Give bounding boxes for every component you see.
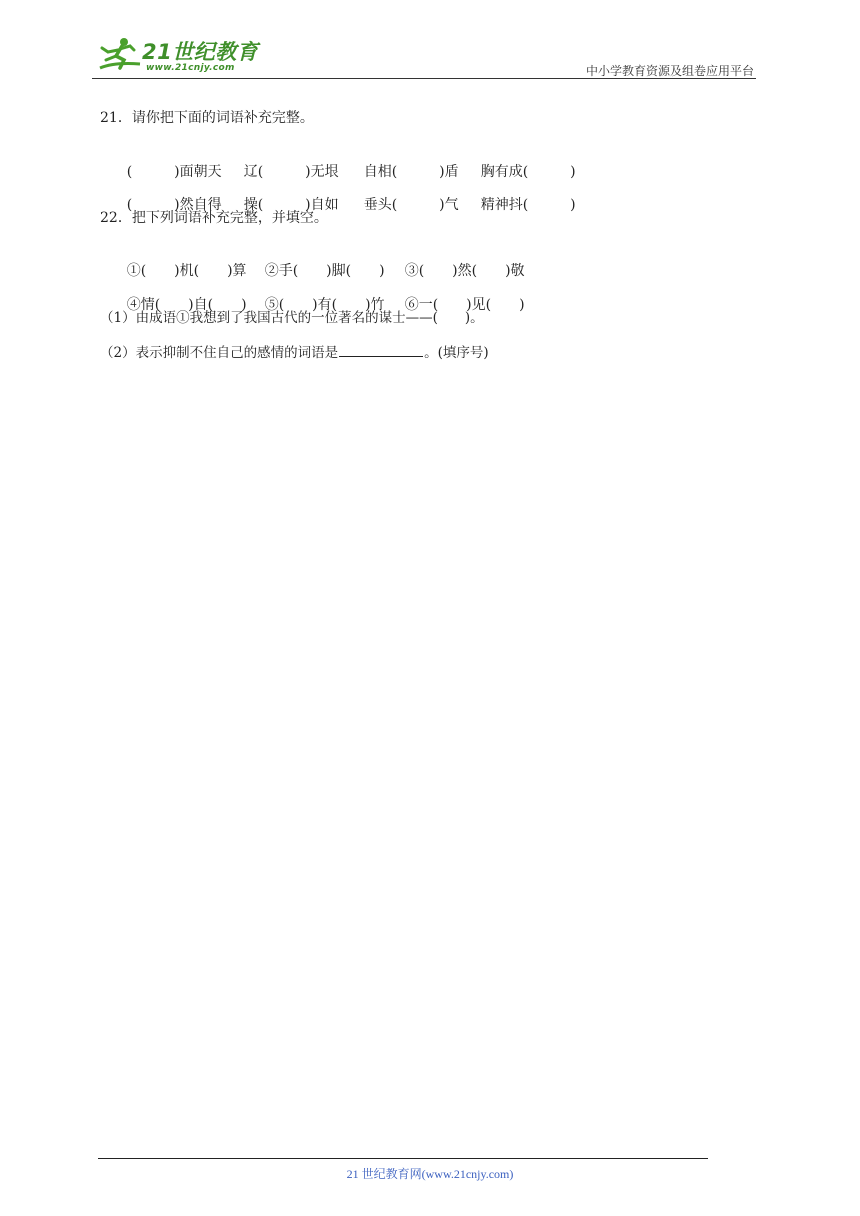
q21-title: 21．请你把下面的词语补充完整。 [100, 110, 314, 126]
idiom-item: 自相( )盾 [363, 164, 459, 180]
idiom-item: ( )然自得 [126, 197, 222, 213]
header-site-name: 中小学教育资源及组卷应用平台 [585, 64, 754, 78]
q22-title: 22．把下列词语补充完整，并填空。 [100, 210, 328, 226]
sub-question-text: （2）表示抑制不住自己的感情的词语是 [100, 345, 339, 361]
idiom-item: ( )面朝天 [126, 164, 222, 180]
idiom-item: ①( )机( )算 [126, 263, 247, 279]
footer-divider [98, 1158, 708, 1159]
idiom-item: ⑥一( )见( ) [404, 297, 525, 313]
idiom-item: 垂头( )气 [363, 197, 459, 213]
idiom-item: 操( )自如 [243, 197, 339, 213]
idiom-item: ④情( )自( ) [126, 297, 247, 313]
idiom-item: ③( )然( )敬 [404, 263, 525, 279]
page-header [92, 30, 756, 78]
q22-sub-question-1: （1）由成语①我想到了我国古代的一位著名的谋士——( )。 [100, 310, 484, 326]
idiom-item: 辽( )无垠 [243, 164, 339, 180]
footer-site-link: 21 世纪教育网(www.21cnjy.com) [346, 1167, 514, 1181]
idiom-item: 胸有成( ) [480, 164, 576, 180]
sub-question-hint: 。(填序号) [424, 345, 489, 361]
logo-url: www.21cnjy.com [146, 63, 235, 73]
answer-blank [339, 342, 423, 357]
idiom-item: ②手( )脚( ) [264, 263, 385, 279]
logo-title: 21世纪教育 [142, 40, 259, 64]
q22-sub-question-2 [100, 342, 489, 363]
header-divider [92, 78, 756, 79]
runner-logo-icon [94, 34, 144, 74]
idiom-item: ⑤( )有( )竹 [264, 297, 385, 313]
idiom-item: 精神抖( ) [480, 197, 576, 213]
